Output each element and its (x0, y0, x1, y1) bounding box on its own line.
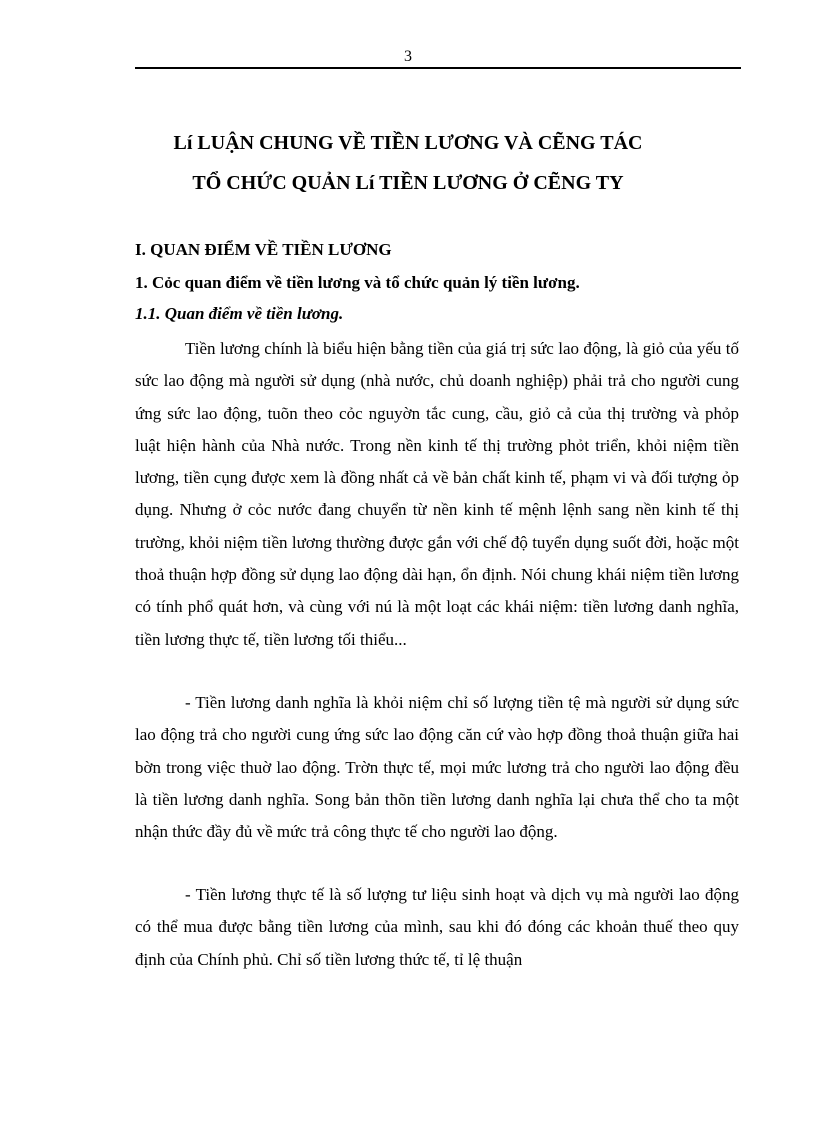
body-paragraph: - Tiền lương danh nghĩa là khỏi niệm chỉ số lượng tiền tệ mà người sử dụng sức lao động trả cho người cung ứng sức lao động căn cứ vào hợp đồng thoả thuận giữa hai bờn trong việc thuờ lao động. Trờn thực tế, mọi mức lương trả cho người lao động đều là tiền lương danh nghĩa. Song bản thõn tiền lương danh nghĩa lại chưa thể cho ta một nhận thức đầy đủ về mức trả công thực tế cho người lao động. (135, 693, 739, 842)
subsub-heading: 1.1. Quan điểm về tiền lương. (135, 304, 344, 323)
sub-heading: 1. Cỏc quan điểm về tiền lương và tổ chức quản lý tiền lương. (135, 273, 580, 292)
body-paragraph: Tiền lương chính là biểu hiện bằng tiền của giá trị sức lao động, là giỏ của yếu tố sức lao động mà người sử dụng (nhà nước, chủ doanh nghiệp) phải trả cho người cung ứng sức lao động, tuõn theo cỏc nguyờn tắc cung, cầu, giỏ cả của thị trường và phỏp luật hiện hành của Nhà nước. Trong nền kinh tế thị trường phỏt triển, khỏi niệm tiền lương, tiền cụng được xem là đồng nhất cả về bản chất kinh tế, phạm vi và đối tượng ỏp dụng. Nhưng ở cỏc nước đang chuyển từ nền kinh tế mệnh lệnh sang nền kinh tế thị trường, khỏi niệm tiền lương thường được gắn với chế độ tuyển dụng suốt đời, hoặc một thoả thuận hợp đồng sử dụng lao động dài hạn, ổn định. Nói chung khái niệm tiền lương có tính phổ quát hơn, và cùng với nú là một loạt các khái niệm: tiền lương danh nghĩa, tiền lương thực tế, tiền lương tối thiểu... (135, 339, 739, 649)
document-title-line-1: Lí LUẬN CHUNG VỀ TIỀN LƯƠNG VÀ CẼNG TÁC (173, 132, 643, 154)
header-rule (135, 67, 741, 69)
document-title-line-2: TỔ CHỨC QUẢN Lí TIỀN LƯƠNG Ở CẼNG TY (192, 172, 624, 194)
body-paragraph: - Tiền lương thực tế là số lượng tư liệu sinh hoạt và dịch vụ mà người lao động có thể mua được bằng tiền lương của mình, sau khi đó đóng các khoản thuế theo quy định của Chính phủ. Chỉ số tiền lương thức tế, tỉ lệ thuận (135, 885, 739, 969)
page-number: 3 (404, 48, 412, 65)
section-heading: I. QUAN ĐIỂM VỀ TIỀN LƯƠNG (135, 240, 392, 259)
